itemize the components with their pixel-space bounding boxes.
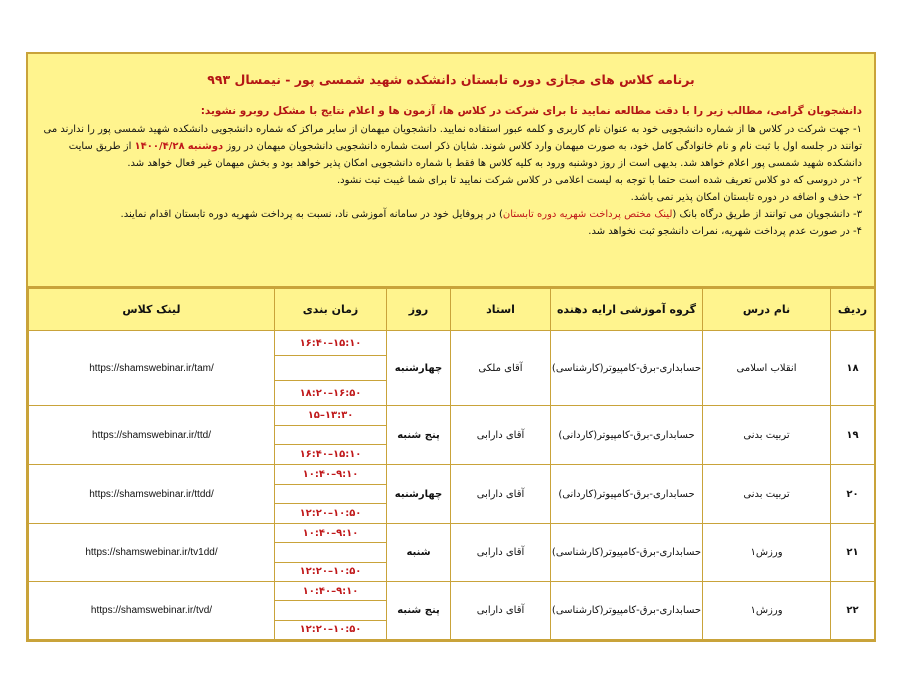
- teacher-name: آقای دارابی: [451, 524, 551, 582]
- time-slots: [275, 524, 386, 581]
- header-link: لینک کلاس: [29, 289, 275, 331]
- time-slot: ۹:۱۰–۱۰:۴۰: [275, 465, 386, 485]
- notice-item-5: ۴- در صورت عدم پرداخت شهریه، نمرات دانشجو ثبت نخواهد شد.: [588, 226, 862, 237]
- class-times: [275, 331, 387, 406]
- time-slots: [275, 465, 386, 523]
- notice-item-4: [40, 206, 862, 223]
- class-link-cell: [29, 331, 275, 406]
- row-number: ۲۱: [831, 524, 875, 582]
- notice-item-1-day: دوشنبه: [187, 141, 224, 152]
- dept-name: حسابداری-برق-کامپیوتر(کارشناسی): [551, 524, 703, 582]
- class-link-cell: [29, 524, 275, 582]
- class-times: [275, 524, 387, 582]
- time-slot: ۱۵:۱۰–۱۶:۴۰: [275, 331, 386, 356]
- class-day: پنج شنبه: [387, 582, 451, 640]
- header-time: زمان بندی: [275, 289, 387, 331]
- row-number: ۱۹: [831, 406, 875, 465]
- course-name: انقلاب اسلامی: [703, 331, 831, 406]
- teacher-name: آقای دارابی: [451, 406, 551, 465]
- row-number: ۲۰: [831, 465, 875, 524]
- class-link-suffix: /: [210, 488, 214, 500]
- class-link-suffix: /: [208, 429, 211, 441]
- time-slots: [275, 582, 386, 639]
- class-link-suffix: /: [210, 362, 214, 374]
- time-slots: [275, 406, 386, 464]
- dept-name: حسابداری-برق-کامپیوتر(کارشناسی): [551, 331, 703, 406]
- notice-title: برنامه کلاس های مجازی دوره تابستان دانشکده شهید شمسی پور - نیمسال ۹۹۳: [207, 72, 695, 87]
- notice-item-3: ۲- حذف و اضافه در دوره تابستان امکان پذیر نمی باشد.: [630, 192, 862, 203]
- notice-item-1-text-b: از طریق سایت دانشکده شهید شمسی پور اعلام خواهد شد. بدیهی است از روز دوشنبه ورود به کلیه کلاس ها فقط با شماره دانشجویی امکان پذیر خواهد بود و بخش میهمان غیر فعال خواهد شد.: [68, 141, 862, 169]
- time-slot: ۹:۱۰–۱۰:۴۰: [275, 582, 386, 601]
- time-slot: [275, 426, 386, 446]
- notice-item-4-text-a: ۳- دانشجویان می توانند از طریق درگاه بانک (: [672, 209, 862, 220]
- class-day: پنج شنبه: [387, 406, 451, 465]
- class-link-suffix: /: [214, 547, 218, 558]
- time-slot: ۱۰:۵۰–۱۲:۲۰: [299, 508, 362, 520]
- dept-name: حسابداری-برق-کامپیوتر(کارشناسی): [551, 582, 703, 640]
- course-name: تربیت بدنی: [703, 465, 831, 524]
- time-slot: ۹:۱۰–۱۰:۴۰: [275, 524, 386, 543]
- class-link[interactable]: https://shamswebinar.ir/tv1dd: [85, 547, 215, 558]
- class-day: شنبه: [387, 524, 451, 582]
- row-number: ۱۸: [831, 331, 875, 406]
- class-link[interactable]: https://shamswebinar.ir/tvd: [90, 605, 210, 616]
- table-row: [29, 406, 875, 465]
- class-times: [275, 582, 387, 640]
- notice-item-1-text-a: ۱- جهت شرکت در کلاس ها از شماره دانشجویی خود به عنوان نام کاربری و کلمه عبور استفاده نمایید. دانشجویان میهمان از سایر مراکز که شماره دانشجویی دانشکده شهید شمسی پور را ندارند می توانند در جلسه اول با ثبت نام و نام خانوادگی کامل خود، به صورت میهمان وارد کلاس شوند. شایان ذکر است شماره دانشجویی دانشجویان میهمان در روز: [43, 124, 862, 152]
- class-link-cell: [29, 465, 275, 524]
- teacher-name: آقای دارابی: [451, 465, 551, 524]
- header-day: روز: [387, 289, 451, 331]
- class-day: چهارشنبه: [387, 465, 451, 524]
- teacher-name: آقای ملکی: [451, 331, 551, 406]
- header-course: نام درس: [703, 289, 831, 331]
- time-slot: [275, 543, 386, 562]
- dept-name: حسابداری-برق-کامپیوتر(کاردانی): [551, 465, 703, 524]
- time-slot: [275, 601, 386, 620]
- table-row: [29, 524, 875, 582]
- time-slots: [275, 331, 386, 405]
- header-row-no: ردیف: [831, 289, 875, 331]
- class-link[interactable]: https://shamswebinar.ir/ttd: [92, 429, 209, 441]
- class-link[interactable]: https://shamswebinar.ir/ttdd: [89, 488, 211, 500]
- notice-item-4-text-b: ) در پروفایل خود در سامانه آموزشی ناد، نسبت به پرداخت شهریه دوره تابستان اقدام نمایند.: [120, 209, 503, 220]
- schedule-frame: [26, 52, 876, 642]
- course-name: ورزش۱: [703, 524, 831, 582]
- table-row: [29, 582, 875, 640]
- table-row: [29, 331, 875, 406]
- notice-item-1: [40, 121, 862, 172]
- classes-table: [28, 288, 875, 640]
- time-slot: ۱۶:۵۰–۱۸:۲۰: [299, 387, 362, 399]
- course-name: ورزش۱: [703, 582, 831, 640]
- time-slot: ۱۰:۵۰–۱۲:۲۰: [299, 624, 362, 636]
- table-row: [29, 465, 875, 524]
- class-times: [275, 406, 387, 465]
- time-slot: ۱۳:۳۰–۱۵: [275, 406, 386, 426]
- time-slot: ۱۵:۱۰–۱۶:۴۰: [299, 449, 362, 461]
- class-day: چهارشنبه: [387, 331, 451, 406]
- time-slot: [275, 356, 386, 381]
- table-header-row: [29, 289, 875, 331]
- class-link[interactable]: https://shamswebinar.ir/tam: [89, 362, 211, 374]
- time-slot: ۱۰:۵۰–۱۲:۲۰: [299, 566, 362, 578]
- notice-item-2: ۲- در دروسی که دو کلاس تعریف شده است حتما با توجه به لیست اعلامی در کلاس شرکت نمایید تا برای شما غیبت ثبت نشود.: [336, 175, 862, 186]
- time-slot: [275, 485, 386, 505]
- row-number: ۲۲: [831, 582, 875, 640]
- dept-name: حسابداری-برق-کامپیوتر(کاردانی): [551, 406, 703, 465]
- header-teacher: استاد: [451, 289, 551, 331]
- class-link-suffix: /: [209, 605, 213, 616]
- notice-intro: دانشجویان گرامی، مطالب زیر را با دقت مطالعه نمایید تا برای شرکت در کلاس ها، آزمون ها و اعلام نتایج با مشکل روبرو نشوید:: [200, 105, 862, 117]
- course-name: تربیت بدنی: [703, 406, 831, 465]
- tuition-payment-link[interactable]: لینک مختص پرداخت شهریه دوره تابستان: [502, 209, 673, 220]
- teacher-name: آقای دارابی: [451, 582, 551, 640]
- header-dept: گروه آموزشی ارایه دهنده: [551, 289, 703, 331]
- class-link-cell: [29, 406, 275, 465]
- class-times: [275, 465, 387, 524]
- class-link-cell: [29, 582, 275, 640]
- notice-item-1-date: ۱۴۰۰/۴/۲۸: [134, 141, 185, 152]
- notice-box: [28, 54, 874, 288]
